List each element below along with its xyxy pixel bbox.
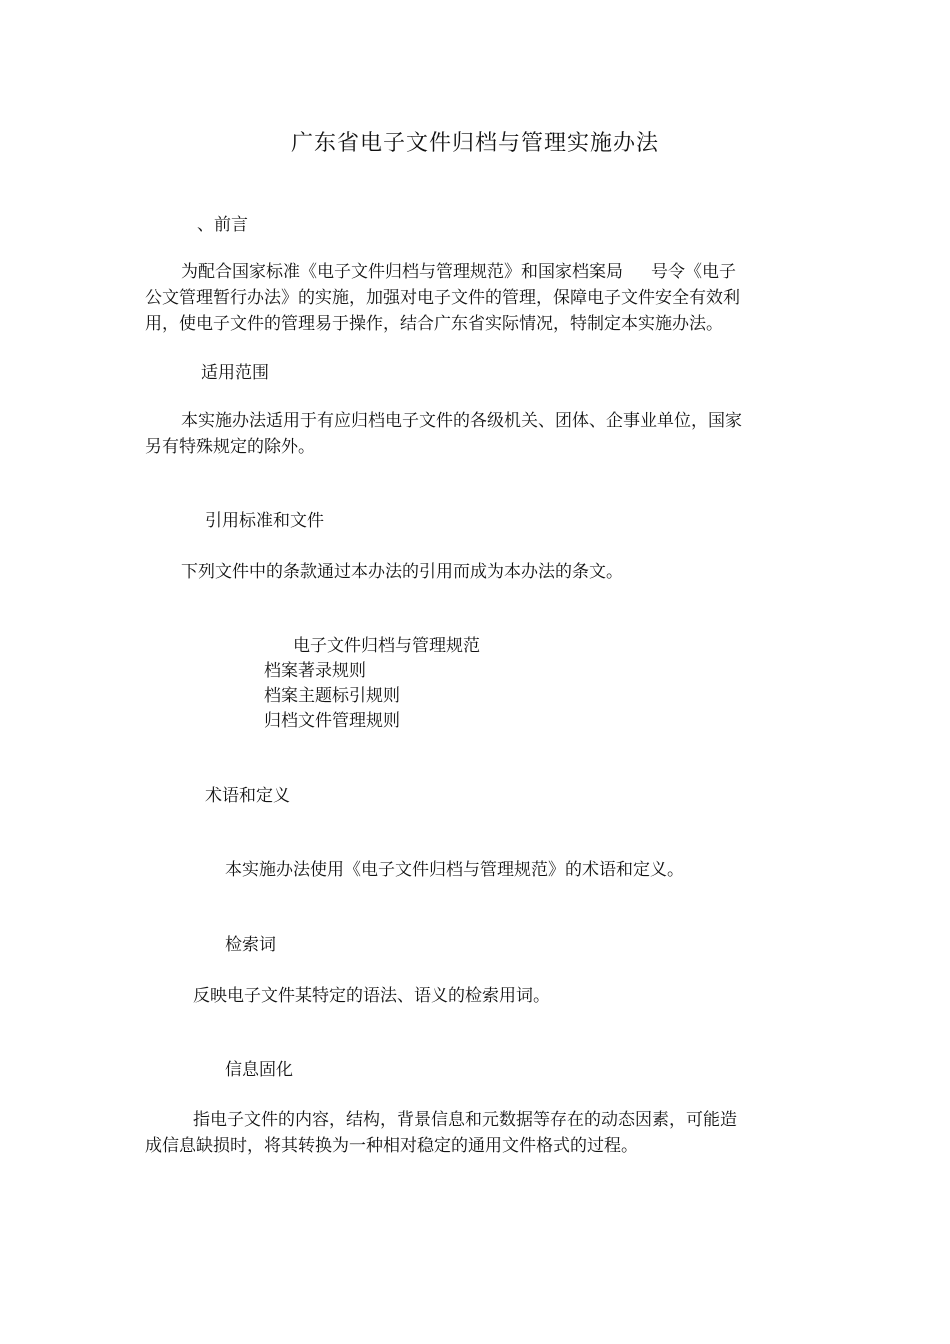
preface-line-3: 用，使电子文件的管理易于操作，结合广东省实际情况，特制定本实施办法。 bbox=[145, 314, 723, 334]
preface-line-1a: 为配合国家标准《电子文件归档与管理规范》和国家档案局 bbox=[181, 262, 623, 282]
scope-line-1: 本实施办法适用于有应归档电子文件的各级机关、团体、企事业单位，国家 bbox=[181, 411, 742, 431]
preface-line-1b: 号令《电子 bbox=[651, 262, 736, 282]
terms-text: 本实施办法使用《电子文件归档与管理规范》的术语和定义。 bbox=[225, 860, 684, 880]
references-heading: 引用标准和文件 bbox=[205, 511, 324, 531]
reference-item: 档案主题标引规则 bbox=[264, 686, 400, 706]
terms-heading: 术语和定义 bbox=[205, 786, 290, 806]
preface-heading: 、前言 bbox=[197, 215, 248, 235]
preface-line-2: 公文管理暂行办法》的实施，加强对电子文件的管理，保障电子文件安全有效利 bbox=[145, 288, 740, 308]
retrieval-word-heading: 检索词 bbox=[225, 935, 276, 955]
info-fixing-heading: 信息固化 bbox=[225, 1060, 293, 1080]
info-fixing-line-2: 成信息缺损时，将其转换为一种相对稳定的通用文件格式的过程。 bbox=[145, 1136, 638, 1156]
scope-paragraph bbox=[145, 408, 810, 460]
scope-heading: 适用范围 bbox=[201, 363, 269, 383]
references-intro: 下列文件中的条款通过本办法的引用而成为本办法的条文。 bbox=[181, 562, 623, 582]
reference-item: 档案著录规则 bbox=[264, 661, 366, 681]
retrieval-word-text: 反映电子文件某特定的语法、语义的检索用词。 bbox=[193, 986, 550, 1006]
scope-line-2: 另有特殊规定的除外。 bbox=[145, 437, 315, 457]
reference-item: 电子文件归档与管理规范 bbox=[293, 636, 480, 656]
preface-paragraph bbox=[145, 259, 810, 337]
document-title: 广东省电子文件归档与管理实施办法 bbox=[290, 131, 659, 156]
info-fixing-line-1: 指电子文件的内容，结构，背景信息和元数据等存在的动态因素，可能造 bbox=[193, 1110, 737, 1130]
info-fixing-paragraph bbox=[145, 1107, 810, 1159]
reference-item: 归档文件管理规则 bbox=[264, 711, 400, 731]
